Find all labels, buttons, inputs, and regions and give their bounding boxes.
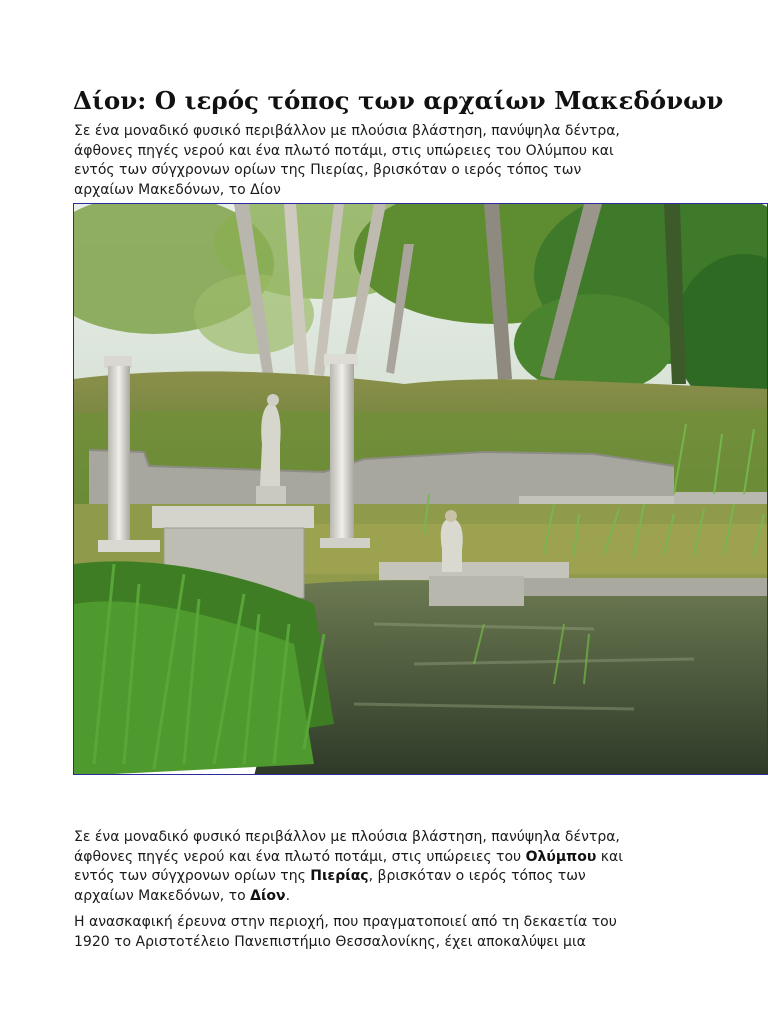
body-paragraph-2 — [74, 913, 764, 952]
bold-dion: Δίον — [250, 887, 286, 904]
body-paragraph-1 — [74, 828, 764, 906]
page-title: Δίον: Ο ιερός τόπος των αρχαίων Μακεδόνων — [73, 86, 724, 115]
article-body — [74, 828, 764, 959]
intro-line: αρχαίων Μακεδόνων, το Δίον — [74, 181, 281, 198]
photo-ancient-dion — [73, 203, 768, 775]
body-line: 1920 το Αριστοτέλειο Πανεπιστήμιο Θεσσαλονίκης, έχει αποκαλύψει μια — [74, 933, 586, 950]
body-line: Η ανασκαφική έρευνα στην περιοχή, που πραγματοποιεί από τη δεκαετία του — [74, 914, 617, 930]
bold-pieria: Πιερίας — [310, 868, 369, 884]
body-line: αρχαίων Μακεδόνων, το Δίον. — [74, 887, 291, 904]
intro-line: Σε ένα μοναδικό φυσικό περιβάλλον με πλούσια βλάστηση, πανύψηλα δέντρα, — [74, 123, 620, 139]
body-line: εντός των σύγχρονων ορίων της Πιερίας, βρισκόταν ο ιερός τόπος των — [74, 868, 586, 884]
landscape-photo-illustration — [74, 204, 768, 775]
intro-paragraph — [74, 122, 764, 200]
intro-line: άφθονες πηγές νερού και ένα πλωτό ποτάμι, στις υπώρειες του Ολύμπου και — [74, 142, 614, 159]
body-line: Σε ένα μοναδικό φυσικό περιβάλλον με πλούσια βλάστηση, πανύψηλα δέντρα, — [74, 829, 620, 845]
body-line: άφθονες πηγές νερού και ένα πλωτό ποτάμι, στις υπώρειες του Ολύμπου και — [74, 848, 623, 865]
intro-line: εντός των σύγχρονων ορίων της Πιερίας, βρισκόταν ο ιερός τόπος των — [74, 162, 582, 178]
bold-olympus: Ολύμπου — [525, 848, 597, 865]
